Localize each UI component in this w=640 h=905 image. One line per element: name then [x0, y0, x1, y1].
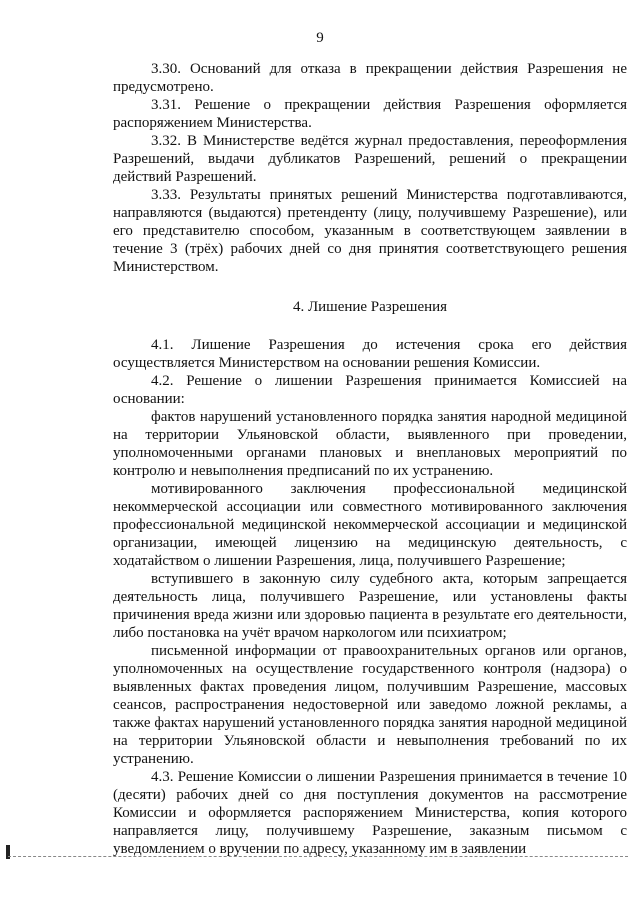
paragraph-3-33: 3.33. Результаты принятых решений Министерства подготавливаются, направляются (выдаются) претенденту (лицу, получившему Разрешение), или его представителю способом, указанным в соответствующем заявлении в течение 3 (трёх) рабочих дней со дня принятия соответствующего решения Министерством.	[113, 187, 627, 275]
paragraph-4-2-item-conclusion: мотивированного заключения профессиональной медицинской некоммерческой ассоциации или совместного мотивированного заключения профессиональной медицинской некоммерческой ассоциации и медицинской организации, имеющей лицензию на медицинскую деятельность, с ходатайством о лишении Разрешения, лица, получившего Разрешение;	[113, 481, 627, 569]
paragraph-3-32: 3.32. В Министерстве ведётся журнал предоставления, переоформления Разрешений, выдачи дубликатов Разрешений, решений о прекращении действий Разрешений.	[113, 133, 627, 185]
paragraph-4-2: 4.2. Решение о лишении Разрешения принимается Комиссией на основании:	[113, 373, 627, 407]
paragraph-4-2-item-court-act: вступившего в законную силу судебного акта, которым запрещается деятельность лица, получившего Разрешение, или установлены факты причинения вреда жизни или здоровью пациента в результате его деятельности, либо постановка на учёт врачом наркологом или психиатром;	[113, 571, 627, 641]
scan-footer-line	[8, 856, 628, 859]
paragraph-4-2-item-written-info: письменной информации от правоохранительных органов или органов, уполномоченных на осуществление государственного контроля (надзора) о выявленных фактах проведения лицом, получившим Разрешение, массовых сеансов, распространения недостоверной или заведомо ложной рекламы, а также фактах нарушений установленного порядка занятия народной медициной на территории Ульяновской области и невыполнения требований по их устранению.	[113, 643, 627, 767]
document-body	[113, 60, 627, 858]
paragraph-3-30: 3.30. Оснований для отказа в прекращении действия Разрешения не предусмотрено.	[113, 61, 627, 95]
paragraph-4-1: 4.1. Лишение Разрешения до истечения срока его действия осуществляется Министерством на основании решения Комиссии.	[113, 337, 627, 371]
paragraph-4-3: 4.3. Решение Комиссии о лишении Разрешения принимается в течение 10 (десяти) рабочих дней со дня поступления документов на рассмотрение Комиссии и оформляется распоряжением Министерства, копия которого направляется лицу, получившему Разрешение, заказным письмом с уведомлением о вручении по адресу, указанному им в заявлении	[113, 769, 627, 857]
paragraph-4-2-item-violations: фактов нарушений установленного порядка занятия народной медициной на территории Ульяновской области, выявленного при проведении, уполномоченными органами плановых и внеплановых мероприятий по контролю и невыполнения предписаний по их устранению.	[113, 409, 627, 479]
paragraph-3-31: 3.31. Решение о прекращении действия Разрешения оформляется распоряжением Министерства.	[113, 97, 627, 131]
page-number: 9	[316, 30, 324, 46]
section-heading: 4. Лишение Разрешения	[292, 299, 448, 315]
